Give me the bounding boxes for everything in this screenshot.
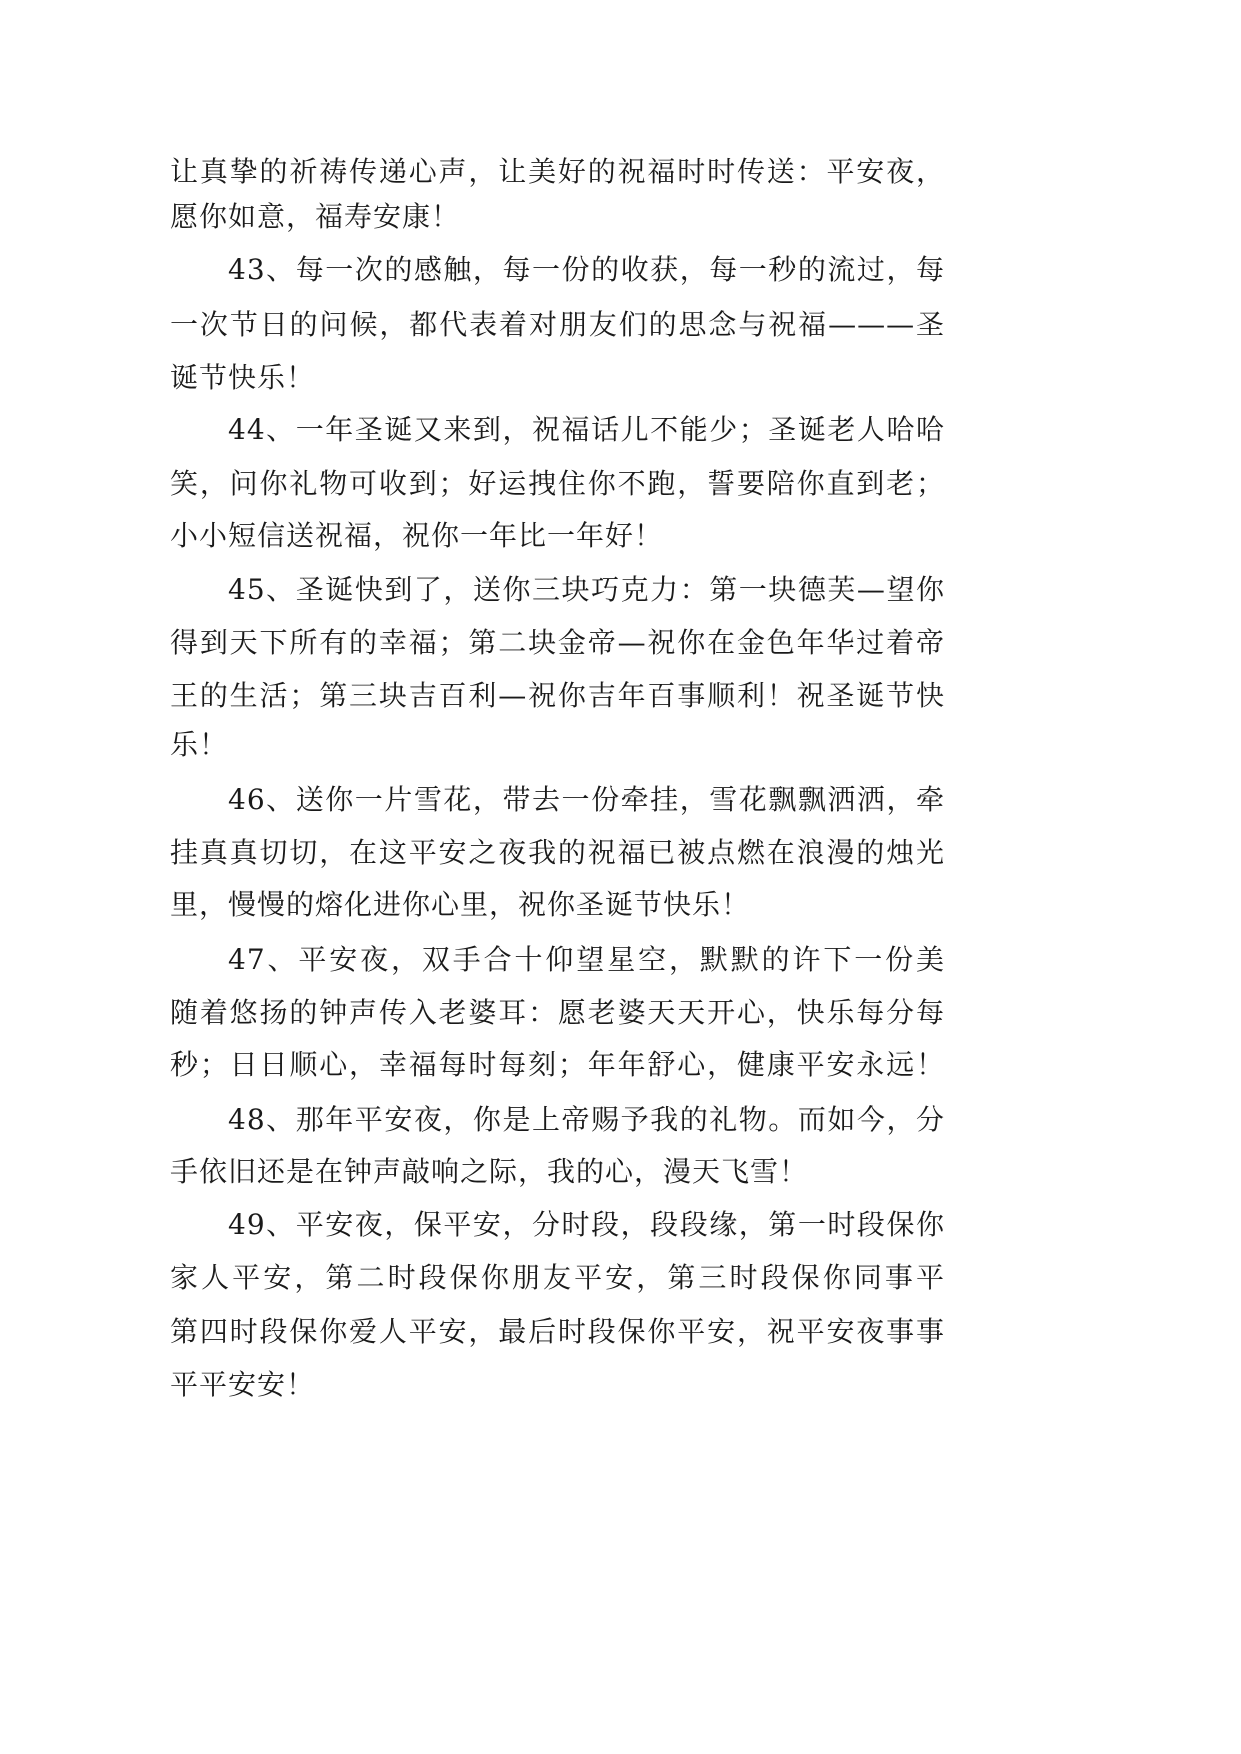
- paragraph-line: 46、送你一片雪花，带去一份牵挂，雪花飘飘洒洒，牵: [228, 783, 945, 816]
- paragraph-line: 44、一年圣诞又来到，祝福话儿不能少；圣诞老人哈哈: [228, 413, 945, 446]
- paragraph-line: 挂真真切切，在这平安之夜我的祝福已被点燃在浪漫的烛光: [170, 836, 945, 869]
- paragraph-line: 平平安安！: [170, 1368, 316, 1401]
- paragraph-line: 小小短信送祝福，祝你一年比一年好！: [170, 519, 664, 552]
- paragraph-line: 家人平安，第二时段保你朋友平安，第三时段保你同事平: [170, 1261, 945, 1294]
- paragraph-line: 一次节日的问候，都代表着对朋友们的思念与祝福———圣: [170, 308, 945, 341]
- paragraph-line: 里，慢慢的熔化进你心里，祝你圣诞节快乐！: [170, 888, 751, 921]
- paragraph-line: 手依旧还是在钟声敲响之际，我的心，漫天飞雪！: [170, 1155, 809, 1188]
- paragraph-line: 诞节快乐！: [170, 361, 316, 394]
- paragraph-line: 第四时段保你爱人平安，最后时段保你平安，祝平安夜事事: [170, 1315, 945, 1348]
- paragraph-line: 49、平安夜，保平安，分时段，段段缘，第一时段保你: [228, 1208, 945, 1241]
- paragraph-line: 王的生活；第三块吉百利—祝你吉年百事顺利！祝圣诞节快: [170, 679, 945, 712]
- paragraph-line: 得到天下所有的幸福；第二块金帝—祝你在金色年华过着帝: [170, 626, 945, 659]
- paragraph-line: 乐！: [170, 728, 229, 761]
- paragraph-line: 43、每一次的感触，每一份的收获，每一秒的流过，每: [228, 253, 945, 286]
- paragraph-line: 45、圣诞快到了，送你三块巧克力：第一块德芙—望你: [228, 573, 945, 606]
- paragraph-line: 让真挚的祈祷传递心声，让美好的祝福时时传送：平安夜，: [170, 155, 945, 188]
- paragraph-line: 随着悠扬的钟声传入老婆耳：愿老婆天天开心，快乐每分每: [170, 996, 945, 1029]
- paragraph-line: 笑，问你礼物可收到；好运拽住你不跑，誓要陪你直到老；: [170, 467, 945, 500]
- paragraph-line: 愿你如意，福寿安康！: [170, 200, 461, 233]
- paragraph-line: 48、那年平安夜，你是上帝赐予我的礼物。而如今，分: [228, 1103, 945, 1136]
- paragraph-line: 秒；日日顺心，幸福每时每刻；年年舒心，健康平安永远！: [170, 1048, 945, 1081]
- paragraph-line: 47、平安夜，双手合十仰望星空，默默的许下一份美: [228, 943, 945, 976]
